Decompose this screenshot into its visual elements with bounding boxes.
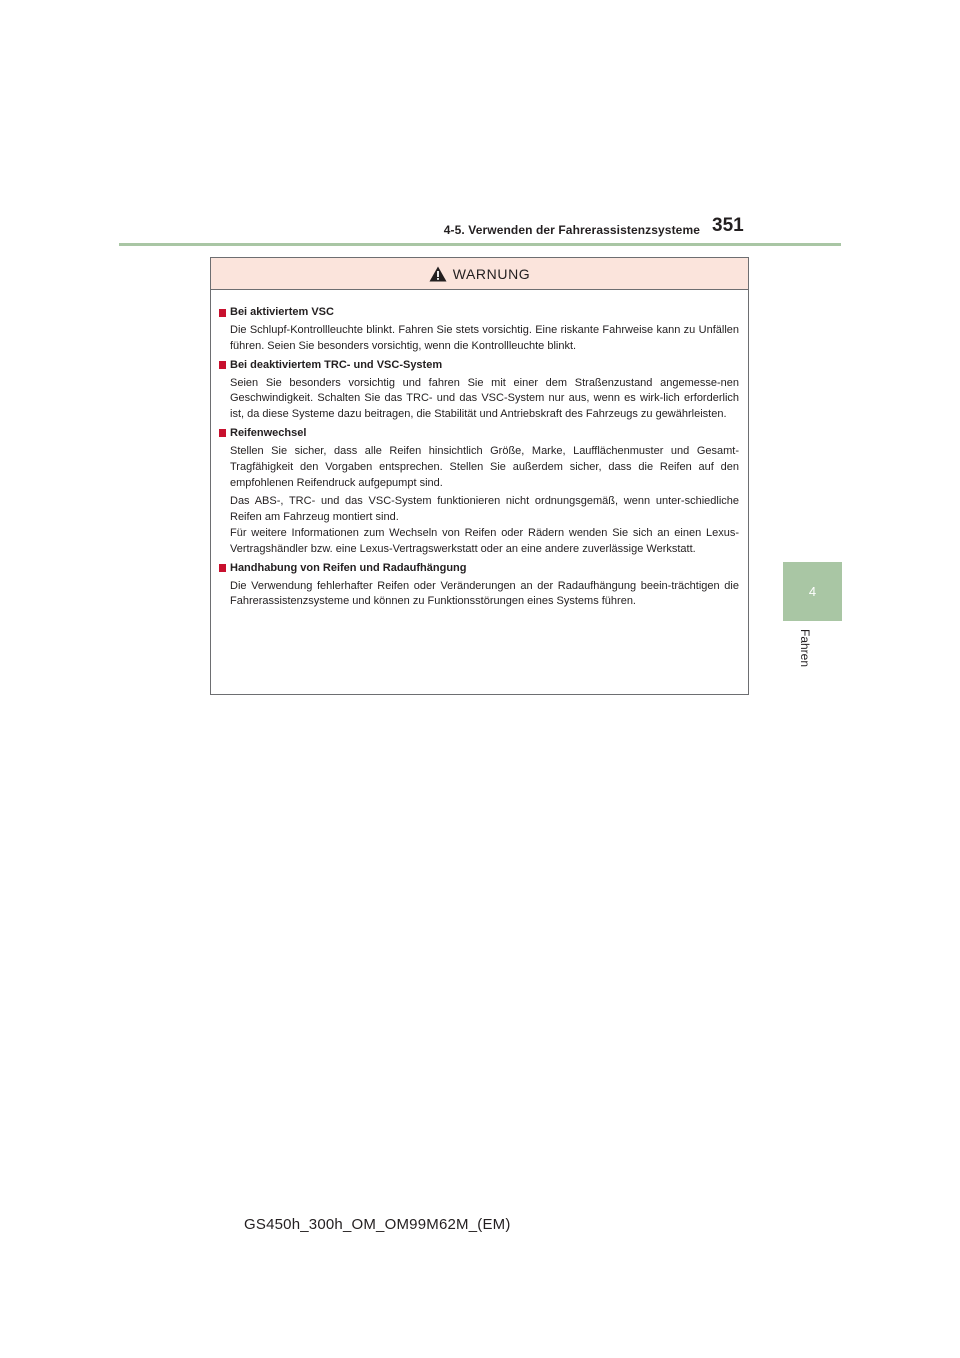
document-code: GS450h_300h_OM_OM99M62M_(EM) xyxy=(244,1216,511,1233)
chapter-label: Fahren xyxy=(798,628,812,668)
page-number: 351 xyxy=(712,215,744,236)
warning-title: WARNUNG xyxy=(452,265,531,282)
chapter-tab xyxy=(783,562,842,621)
warning-header xyxy=(211,258,748,290)
section-title: 4-5. Verwenden der Fahrerassistenzsysteme xyxy=(443,223,700,237)
item-heading-tire-change: Reifenwechsel xyxy=(219,426,739,441)
paragraph: Für weitere Informationen zum Wechseln von Reifen oder Rädern wenden Sie sich an einen Lexus-Vertragshändler bzw. eine Lexus-Vertragswerkstatt oder an eine andere zuverlässige Werkstatt. xyxy=(230,526,739,555)
paragraph: Das ABS-, TRC- und das VSC-System funktionieren nicht ordnungsgemäß, wenn unter-schiedliche Reifen am Fahrzeug montiert sind. xyxy=(230,495,739,524)
warning-triangle-icon xyxy=(429,266,447,282)
paragraph: Die Verwendung fehlerhafter Reifen oder Veränderungen an der Radaufhängung beein-trächtigen die Fahrerassistenzsysteme und können zu Funktionsstörungen eines Systems führen. xyxy=(230,579,739,608)
chapter-number: 4 xyxy=(808,584,817,599)
header-divider xyxy=(119,243,841,246)
item-heading-tire-suspension: Handhabung von Reifen und Radaufhängung xyxy=(219,561,739,576)
paragraph: Seien Sie besonders vorsichtig und fahren Sie mit einer dem Straßenzustand angemesse-nen Geschwindigkeit. Schalten Sie das TRC- und das VSC-System nur aus, wenn es wirk-lich erforderlich ist, da diese Systeme dazu beitragen, die Stabilität und Antriebskraft des Fahrzeugs zu gewährleisten. xyxy=(230,376,739,421)
item-heading-vsc: Bei aktiviertem VSC xyxy=(219,305,739,320)
square-bullet-icon xyxy=(219,564,226,572)
square-bullet-icon xyxy=(219,429,226,437)
square-bullet-icon xyxy=(219,309,226,317)
item-heading-trc-vsc-off: Bei deaktiviertem TRC- und VSC-System xyxy=(219,358,739,373)
warning-body xyxy=(211,290,748,610)
paragraph: Stellen Sie sicher, dass alle Reifen hinsichtlich Größe, Marke, Laufflächenmuster und Gesamt-Tragfähigkeit den Vorgaben entsprechen. Stellen Sie außerdem sicher, dass die Reifen auf den empfohlenen Reifendruck aufgepumpt sind. xyxy=(230,444,739,489)
warning-box xyxy=(210,257,749,695)
paragraph: Die Schlupf-Kontrollleuchte blinkt. Fahren Sie stets vorsichtig. Eine riskante Fahrweise kann zu Unfällen führen. Seien Sie besonders vorsichtig, wenn die Kontrollleuchte blinkt. xyxy=(230,324,739,352)
square-bullet-icon xyxy=(219,361,226,369)
